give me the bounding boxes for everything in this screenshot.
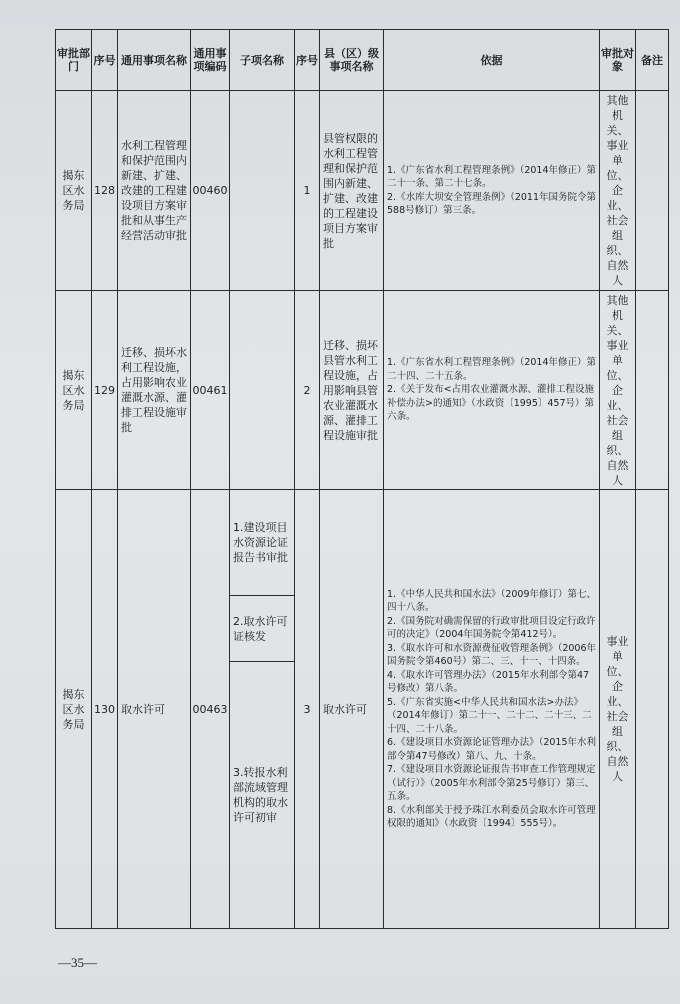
header-target: 审批对象 (600, 30, 636, 91)
table-row (56, 490, 669, 929)
header-county-item: 县（区）级事项名称 (320, 30, 384, 91)
page-number: —35— (58, 955, 97, 970)
sub-item-cell (230, 291, 295, 490)
basis-cell: 1.《广东省水利工程管理条例》（2014年修正）第二十四、二十五条。 2.《关于发布<占用农业灌溉水源、灌排工程设施补偿办法>的通知》（水政资〔1995〕457号）第六条。 (384, 291, 600, 490)
remark-cell (636, 490, 669, 929)
header-sub-seq: 序号 (295, 30, 320, 91)
item-name-cell: 迁移、损坏水利工程设施，占用影响农业灌溉水源、灌排工程设施审批 (118, 291, 191, 490)
sub-seq-cell: 2 (295, 291, 320, 490)
sub-seq-cell: 3 (295, 490, 320, 929)
county-item-cell: 取水许可 (320, 490, 384, 929)
seq-cell: 130 (92, 490, 118, 929)
header-dept: 审批部门 (56, 30, 92, 91)
table-header-row (56, 30, 669, 91)
approval-items-table (55, 29, 669, 929)
table-row (56, 291, 669, 490)
header-item-code: 通用事项编码 (191, 30, 230, 91)
target-cell: 事业单位、企业、社会组织、自然人 (600, 490, 636, 929)
item-code-cell: 00463 (191, 490, 230, 929)
county-item-cell: 迁移、损坏县管水利工程设施，占用影响县管农业灌溉水源、灌排工程设施审批 (320, 291, 384, 490)
seq-cell: 129 (92, 291, 118, 490)
item-code-cell: 00460 (191, 91, 230, 291)
basis-cell: 1.《广东省水利工程管理条例》（2014年修正）第二十一条、第二十七条。 2.《水库大坝安全管理条例》（2011年国务院令第588号修订）第三条。 (384, 91, 600, 291)
dept-cell: 揭东区水务局 (56, 91, 92, 291)
basis-cell: 1.《中华人民共和国水法》（2009年修订）第七、四十八条。 2.《国务院对确需保留的行政审批项目设定行政许可的决定》（2004年国务院令第412号）。 3.《取水许可和水资源费征收管理条例》（2006年国务院令第460号）第二、三、十一、十四条。 4.《取水许可管理办法》（2015年水利部令第47号修改）第八条。 5.《广东省实施<中华人民共和国水法>办法》（2014年修订）第二十一、二十二、二十三、二十四、二十八条。 6.《建设项目水资源论证管理办法》（2015年水利部令第47号修改）第八、九、十条。 7.《建设项目水资源论证报告书审查工作管理规定（试行）》（2005年水利部令第25号修订）第三、五条。 8.《水利部关于授予珠江水利委员会取水许可管理权限的通知》（水政资〔1994〕555号）。 (384, 490, 600, 929)
header-remark: 备注 (636, 30, 669, 91)
sub-items-list (230, 490, 294, 928)
sub-items-cell (230, 490, 295, 929)
target-cell: 其他机关、事业单位、企业、社会组织、自然人 (600, 91, 636, 291)
dept-cell: 揭东区水务局 (56, 291, 92, 490)
sub-item-cell (230, 91, 295, 291)
header-item-name: 通用事项名称 (118, 30, 191, 91)
sub-item-1: 1.建设项目水资源论证报告书审批 (230, 490, 294, 596)
remark-cell (636, 291, 669, 490)
remark-cell (636, 91, 669, 291)
item-name-cell: 水利工程管理和保护范围内新建、扩建、改建的工程建设项目方案审批和从事生产经营活动审批 (118, 91, 191, 291)
sub-seq-cell: 1 (295, 91, 320, 291)
header-basis: 依据 (384, 30, 600, 91)
header-sub-item: 子项名称 (230, 30, 295, 91)
header-seq: 序号 (92, 30, 118, 91)
sub-item-2: 2.取水许可证核发 (230, 596, 294, 662)
item-name-cell: 取水许可 (118, 490, 191, 929)
sub-item-3: 3.转报水利部流域管理机构的取水许可初审 (233, 766, 288, 824)
target-cell: 其他机关、事业单位、企业、社会组织、自然人 (600, 291, 636, 490)
dept-cell: 揭东区水务局 (56, 490, 92, 929)
item-code-cell: 00461 (191, 291, 230, 490)
seq-cell: 128 (92, 91, 118, 291)
county-item-cell: 县管权限的水利工程管理和保护范围内新建、扩建、改建的工程建设项目方案审批 (320, 91, 384, 291)
table-row (56, 91, 669, 291)
